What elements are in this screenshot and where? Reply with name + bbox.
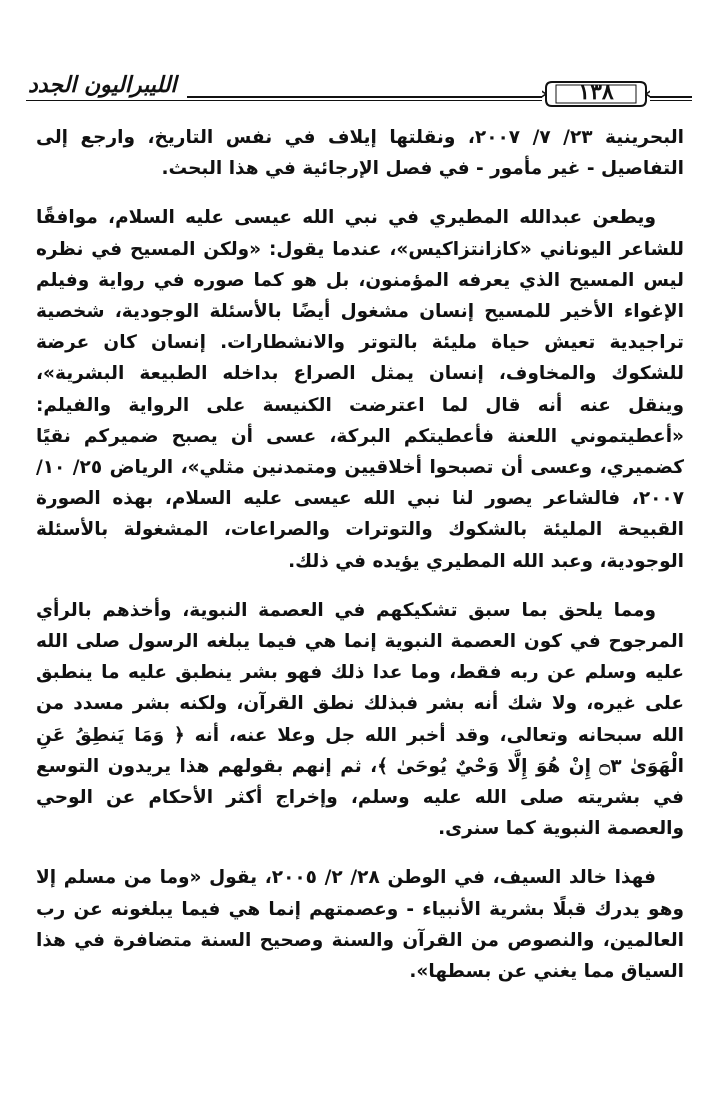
paragraph: ويطعن عبدالله المطيري في نبي الله عيسى عليه السلام، موافقًا للشاعر اليوناني «كازانتزاكيس»، عندما يقول: «ولكن المسيح في نظره ليس المسيح الذي يعرفه المؤمنون، بل هو كما صوره في رواية وفيلم الإغواء الأخير للمسيح إنسان مشغول أيضًا بالأسئلة الوجودية، شخصية تراجيدية تعيش حياة مليئة بالتوتر والانشطارات. إنسان كان عرضة للشكوك والمخاوف، إنسان يمثل الصراع بداخله الطبيعة البشرية»، وينقل عنه أنه قال لما اعترضت الكنيسة على الرواية والفيلم: «أعطيتموني اللعنة فأعطيتكم البركة، عسى أن يصبح ضميركم نقيًا كضميري، وعسى أن تصبحوا أخلاقيين ومتمدنين مثلي»، الرياض ٢٥/ ١٠/ ٢٠٠٧، فالشاعر يصور لنا نبي الله عيسى عليه السلام، بهذه الصورة القبيحة المليئة بالشكوك والتوترات والصراعات، المشغولة بالأسئلة الوجودية، وعبد الله المطيري يؤيده في ذلك.: [36, 207, 684, 572]
page-body: [36, 122, 684, 1005]
page-header: [18, 72, 700, 116]
page-number-frame: [542, 78, 650, 110]
paragraph: البحرينية ٢٣/ ٧/ ٢٠٠٧، ونقلتها إيلاف في نفس التاريخ، وارجع إلى التفاصيل - غير مأمور - في فصل الإرجائية في هذا البحث.: [36, 127, 684, 180]
running-book-title: الليبراليون الجدد: [24, 72, 187, 98]
paragraph: فهذا خالد السيف، في الوطن ٢٨/ ٢/ ٢٠٠٥، يقول «وما من مسلم إلا وهو يدرك قبلًا بشرية الأنبياء - وعصمتهم إنما هي فيما يبلغونه عن رب العالمين، والنصوص من القرآن والسنة وصحيح السنة متضافرة في هذا السياق مما يغني عن بسطها».: [36, 867, 684, 983]
page-number: ١٣٨: [578, 79, 614, 105]
paragraph: ومما يلحق بما سبق تشكيكهم في العصمة النبوية، وأخذهم بالرأي المرجوح في كون العصمة النبوية إنما هي فيما يبلغه الرسول صلى الله عليه وسلم عن ربه فقط، وما عدا ذلك فهو بشر ينطبق عليه ما ينطبق على غيره، ولا شك أنه بشر فبذلك نطق القرآن، ولكنه بشر مسدد من الله سبحانه وتعالى، وقد أخبر الله جل وعلا عنه، أنه ﴿ وَمَا يَنطِقُ عَنِ الْهَوَىٰ ۝٣ إِنْ هُوَ إِلَّا وَحْيٌ يُوحَىٰ ﴾، ثم إنهم بقولهم هذا يريدون التوسع في بشريته صلى الله عليه وسلم، وإخراج أكثر الأحكام عن الوحي والعصمة النبوية كما سنرى.: [36, 599, 685, 840]
